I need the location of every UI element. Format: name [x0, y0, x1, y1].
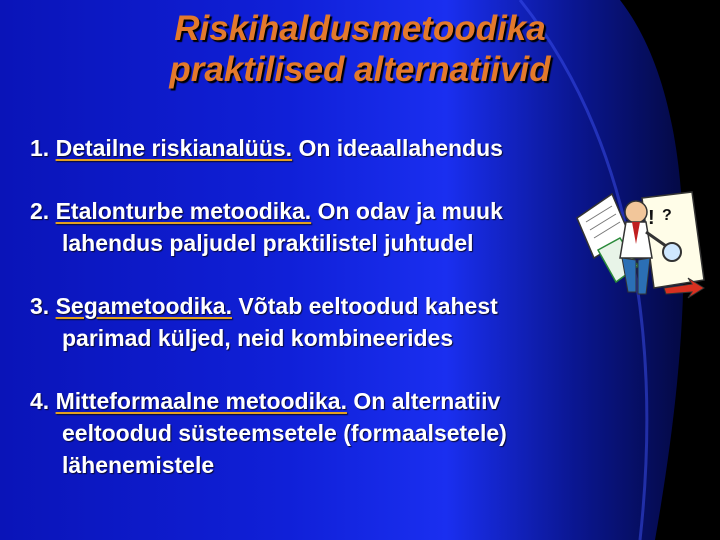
item-term-link[interactable]: Segametoodika.: [55, 293, 232, 319]
item-text: Võtab eeltoodud kahest: [238, 293, 498, 319]
item-number: 2.: [30, 198, 50, 224]
item-term-link[interactable]: Detailne riskianalüüs.: [55, 135, 293, 161]
slide-title: [90, 8, 630, 90]
svg-text:?: ?: [662, 207, 672, 224]
item-number: 3.: [30, 293, 50, 319]
item-text: On alternatiiv: [353, 388, 501, 414]
item-number: 4.: [30, 388, 50, 414]
item-text: On odav ja muuk: [317, 198, 503, 224]
title-line-2: praktilised alternatiivid: [169, 50, 551, 89]
item-continuation: eeltoodud süsteemsetele (formaalsetele): [62, 420, 507, 446]
item-continuation: lähenemistele: [62, 452, 215, 478]
svg-text:!: !: [648, 207, 655, 229]
item-list: [30, 132, 640, 512]
item-continuation: lahendus paljudel praktilistel juhtudel: [62, 230, 474, 256]
item-term-link[interactable]: Mitteformaalne metoodika.: [55, 388, 347, 414]
item-continuation: parimad küljed, neid kombineerides: [62, 325, 454, 351]
item-term-link[interactable]: Etalonturbe metoodika.: [55, 198, 312, 224]
person-with-magnifier-and-papers-icon: [572, 188, 707, 303]
item-text: On ideaallahendus: [298, 135, 503, 161]
title-line-1: Riskihaldusmetoodika: [174, 9, 546, 48]
list-item-4: [30, 385, 640, 481]
list-item-2: [30, 195, 640, 259]
list-item-3: [30, 290, 640, 354]
item-number: 1.: [30, 135, 50, 161]
list-item-1: [30, 132, 640, 164]
